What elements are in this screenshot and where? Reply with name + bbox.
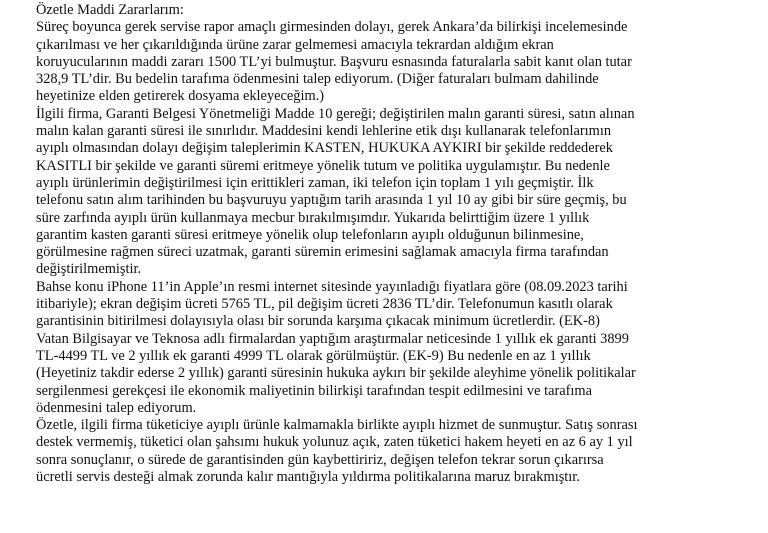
text-line: heyetinize elden getirerek dosyama ekleyeceğim.) xyxy=(36,88,325,105)
text-line: KASITLI bir şekilde ve garanti süremi eritmeye yönelik tutum ve politika uygulamıştır. Bu nedenle xyxy=(36,157,610,174)
text-line: İlgili firma, Garanti Belgesi Yönetmeliği Madde 10 gereği; değiştirilen malın garanti süresi, satın alınan xyxy=(36,105,635,122)
text-line: garantisinin bitirilmesi dolayısıyla olası bir sorunda karşıma çıkacak minimum ücretlerdir. (EK-8) xyxy=(36,313,600,330)
text-line: süre zarfında ayıplı ürün kullanmaya mecbur bırakılmışımdır. Yukarıda belirttiğim üzere 1 yıllık xyxy=(36,209,590,226)
text-line: sergilenmesi gerekçesi ile ekonomik maliyetinin bilirkişi tarafından tespit edilmesini ve tarafıma xyxy=(36,382,593,399)
text-line: malın kalan garanti süresi ile sınırlıdır. Maddesini kendi lehlerine etik dışı kullanarak telefonlarımın xyxy=(36,123,612,140)
text-line: Bahse konu iPhone 11’in Apple’ın resmi internet sitesinde yayınladığı fiyatlara göre (08.09.2023 tarihi xyxy=(36,278,628,295)
text-line: değiştirilmemiştir. xyxy=(36,261,142,278)
text-line: garantim kasten garanti süresi eritmeye yönelik olup telefonların ayıplı olduğunun bilinmesine, xyxy=(36,226,584,243)
section-heading: Özetle Maddi Zararlarım: xyxy=(36,2,184,18)
text-line: (Heyetiniz takdir ederse 2 yıllık) garanti süresinin hukuka aykırı bir şekilde aleyhime yönelik politikalar xyxy=(36,365,636,382)
text-line: destek vermemiş, tüketici olan şahsımı hukuk yolunuz açık, zaten tüketici hakem heyeti en az 6 ay 1 yıl xyxy=(36,434,633,451)
text-line: Özetle, ilgili firma tüketiciye ayıplı ürünle kalmamakla birlikte ayıplı hizmet de sunmuştur. Satış sonrası xyxy=(36,417,638,434)
text-line: ödenmesini talep ediyorum. xyxy=(36,399,197,416)
text-line: sonra sonuçlanır, o sürede de garantisinden gün kaybettiririz, değişen telefon tekrar sorun çıkarırsa xyxy=(36,451,604,468)
text-line: çıkarılması ve her çıkarıldığında ürüne zarar gelmemesi amacıyla tekrardan aldığım ekran xyxy=(36,36,554,53)
text-line: ücretli servis desteği almak zorunda kalır mantığıyla yıldırma politikalarına maruz bırakmıştır. xyxy=(36,469,580,486)
text-line: koruyucularının maddi zararı 1500 TL’yi bulmuştur. Başvuru esnasında faturalarla sabit kanıt olan tutar xyxy=(36,53,632,70)
text-line: ayıplı ürünlerimin değiştirilmesi için erittikleri zaman, iki telefon için toplam 1 yılı geçmiştir. İlk xyxy=(36,174,594,191)
text-line: telefonu satın alım tarihinden bu başvuruyu yaptığım tarih arasında 1 yıl 10 ay gibi bir süre geçmiş, bu xyxy=(36,192,627,209)
text-line: görülmesine rağmen süreci uzatmak, garanti süremin erimesini sağlamak amacıyla firma tarafından xyxy=(36,244,609,261)
text-line: itibariyle); ekran değişim ücreti 5765 TL, pil değişim ücreti 2836 TL’dir. Telefonumun kasıtlı olarak xyxy=(36,296,613,313)
text-line: Süreç boyunca gerek servise rapor amaçlı girmesinden dolayı, gerek Ankara’da bilirkişi incelemesinde xyxy=(36,19,628,36)
text-line: ayıplı olmasından dolayı değişim taleplerimin KASTEN, HUKUKA AYKIRI bir şekilde reddederek xyxy=(36,140,613,157)
text-line: TL-4499 TL ve 2 yıllık ek garanti 4999 TL olarak görülmüştür. (EK-9) Bu nedenle en az 1 yıllık xyxy=(36,347,591,364)
text-line: 328,9 TL’dir. Bu bedelin tarafıma ödenmesini talep ediyorum. (Diğer faturaları bulmam dahilinde xyxy=(36,71,599,88)
document-body xyxy=(36,2,756,486)
text-line: Vatan Bilgisayar ve Teknosa adlı firmalardan yaptığım araştırmalar neticesinde 1 yıllık ek garanti 3899 xyxy=(36,330,629,347)
